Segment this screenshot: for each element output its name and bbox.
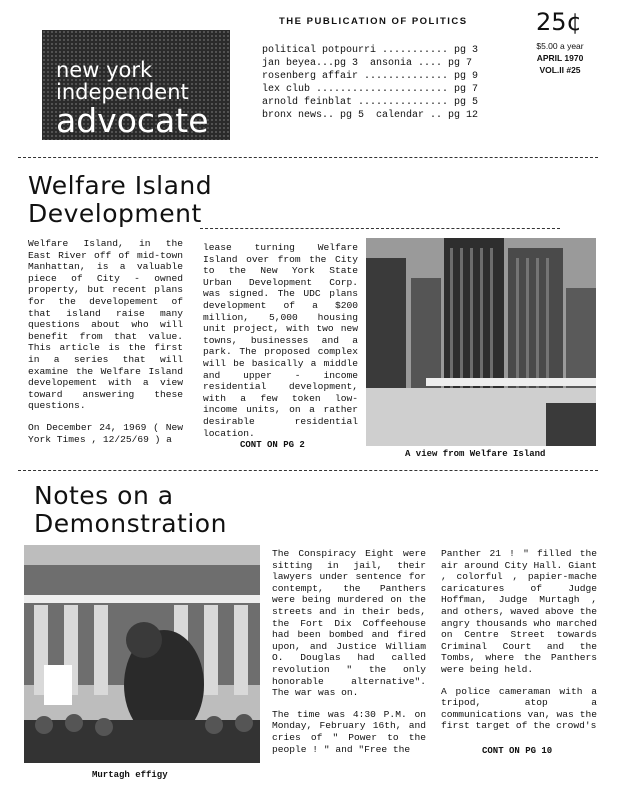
- article2-headline: [34, 482, 227, 538]
- toc-item: bronx news.. pg 5 calendar .. pg 12: [262, 110, 479, 121]
- toc-item: jan beyea...pg 3 ansonia .... pg 7: [262, 58, 473, 69]
- article1-headline: [28, 172, 212, 228]
- issue-date: APRIL 1970: [536, 53, 584, 63]
- headline-line: Demonstration: [34, 509, 227, 538]
- article2-paragraph: Panther 21 ! " filled the air around City Hall. Giant , colorful , papier-mache caricatures of Judge Hoffman, Judge Murtagh , and others, waved above the angry thousands who marched on Centre Street towards Criminal Court and the Tombs, where the Panthers were being held.: [441, 548, 597, 675]
- toc-item: rosenberg affair .............. pg 9: [262, 71, 479, 82]
- article2-paragraph: The Conspiracy Eight were sitting in jail, their lawyers under sentence for contempt, the Panthers were being murdered on the streets and in their beds, the Fort Dix Coffeehouse had been bombed and fired upon, and Justice William O. Douglas had called revolution " the only honorable alternative". The war was on.: [272, 548, 426, 699]
- subscription-price: $5.00 a year: [536, 41, 584, 51]
- price: 25¢: [536, 8, 582, 36]
- article2-column-2: [441, 548, 597, 742]
- headline-line: Notes on a: [34, 481, 174, 510]
- table-of-contents: [262, 44, 478, 122]
- divider: [200, 228, 560, 229]
- article2-continued: CONT ON PG 10: [482, 746, 553, 756]
- article1-column-2: [203, 242, 358, 449]
- article2-column-1: [272, 548, 426, 765]
- article1-paragraph: lease turning Welfare Island over from the City to the New York State Urban Development Corp. was signed. The UDC plans development of a $200 million, 5,000 housing unit project, with two new towns, businesses and a park. The proposed complex will be basically a middle and upper - income residential development, with a few token low-income units, on a rather desirable residential location.: [203, 242, 358, 439]
- divider: [18, 470, 598, 471]
- photo-caption: A view from Welfare Island: [405, 449, 546, 459]
- article1-continued: CONT ON PG 2: [240, 440, 305, 450]
- masthead-line-3: advocate: [56, 101, 209, 140]
- toc-item: lex club ...................... pg 7: [262, 84, 479, 95]
- headline-line: Welfare Island: [28, 171, 213, 200]
- volume-number: VOL.II #25: [539, 65, 581, 75]
- divider: [18, 157, 598, 158]
- masthead-logo: [42, 30, 230, 140]
- demonstration-image: [24, 545, 260, 763]
- article1-paragraph: On December 24, 1969 ( New York Times , 12/25/69 ) a: [28, 421, 183, 445]
- publication-tagline: THE PUBLICATION OF POLITICS: [279, 16, 468, 27]
- masthead-line-2: independent: [56, 80, 189, 104]
- skyline-image: [366, 238, 596, 446]
- photo-caption: Murtagh effigy: [92, 770, 168, 780]
- toc-item: political potpourri ........... pg 3: [262, 45, 479, 56]
- welfare-island-photo: [366, 238, 596, 446]
- toc-item: arnold feinblat ............... pg 5: [262, 97, 479, 108]
- article2-paragraph: A police cameraman with a tripod, atop a communications van, was the first target of the crowd's: [441, 685, 597, 732]
- issue-meta: [520, 40, 600, 76]
- masthead-line-1: new york: [56, 58, 153, 82]
- headline-line: Development: [28, 199, 202, 228]
- article1-column-1: [28, 238, 183, 455]
- article1-paragraph: Welfare Island, in the East River off of mid-town Manhattan, is a valuable piece of City - owned property, but recent plans for the developement of that island raise many questions about who will benefit from that value. This article is the first in a series that will examine the Welfare Island developement with a view toward answering these questions.: [28, 238, 183, 412]
- article2-paragraph: The time was 4:30 P.M. on Monday, February 16th, and cries of " Power to the people ! " and "Free the: [272, 708, 426, 755]
- demonstration-photo: [24, 545, 260, 763]
